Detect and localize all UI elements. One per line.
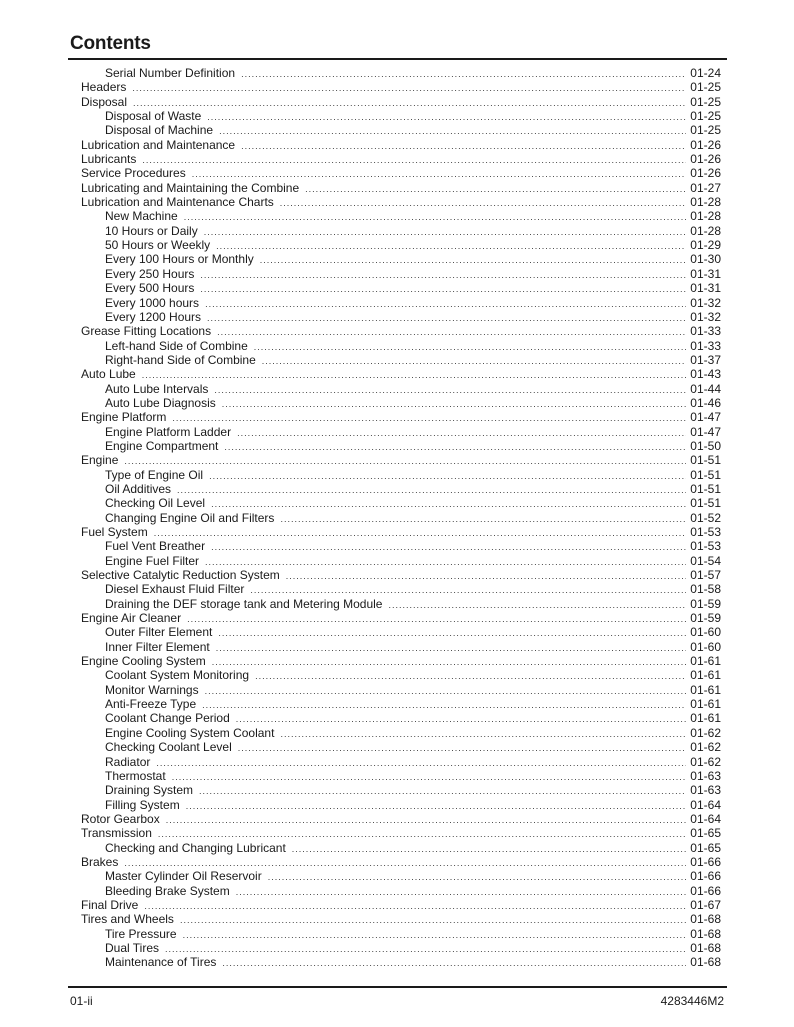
toc-entry[interactable]	[81, 439, 721, 453]
toc-entry-label: Coolant System Monitoring	[105, 668, 250, 683]
toc-entry-label: Headers	[81, 80, 127, 95]
toc-entry-label: Auto Lube Diagnosis	[105, 395, 216, 410]
toc-entry-page: 01-51	[690, 481, 721, 496]
toc-entry-label: Disposal of Machine	[105, 123, 214, 138]
toc-entry-label: 50 Hours or Weekly	[105, 238, 211, 253]
toc-entry[interactable]	[81, 525, 721, 539]
toc-entry[interactable]	[81, 238, 721, 252]
toc-entry[interactable]	[81, 152, 721, 166]
toc-entry-page: 01-54	[690, 553, 721, 568]
toc-entry-page: 01-37	[690, 352, 721, 367]
toc-dot-leader	[214, 383, 686, 397]
toc-entry-label: Bleeding Brake System	[105, 883, 230, 898]
toc-entry-label: Engine Cooling System Coolant	[105, 725, 275, 740]
toc-entry-page: 01-53	[690, 539, 721, 554]
toc-entry-page: 01-66	[690, 854, 721, 869]
toc-entry-label: Lubricants	[81, 152, 137, 167]
toc-entry-page: 01-62	[690, 754, 721, 769]
toc-entry-label: Dual Tires	[105, 940, 160, 955]
toc-entry-page: 01-24	[690, 66, 721, 80]
toc-entry-label: Coolant Change Period	[105, 711, 230, 726]
toc-entry-page: 01-25	[690, 80, 721, 95]
toc-entry-page: 01-66	[690, 869, 721, 884]
toc-entry[interactable]	[81, 611, 721, 625]
toc-entry[interactable]	[81, 482, 721, 496]
toc-entry[interactable]	[81, 683, 721, 697]
toc-dot-leader	[236, 885, 687, 899]
toc-entry[interactable]	[81, 209, 721, 223]
toc-dot-leader	[250, 583, 686, 597]
toc-dot-leader	[180, 913, 686, 927]
toc-dot-leader	[202, 698, 686, 712]
toc-dot-leader	[205, 297, 686, 311]
toc-entry-page: 01-58	[690, 582, 721, 597]
toc-entry-label: Tire Pressure	[105, 926, 177, 941]
toc-entry-label: Rotor Gearbox	[81, 811, 160, 826]
toc-dot-leader	[254, 340, 687, 354]
toc-entry[interactable]	[81, 755, 721, 769]
toc-dot-leader	[183, 928, 687, 942]
toc-entry-page: 01-51	[690, 496, 721, 511]
toc-entry[interactable]	[81, 597, 721, 611]
toc-dot-leader	[205, 555, 686, 569]
toc-entry[interactable]	[81, 769, 721, 783]
toc-dot-leader	[132, 81, 686, 95]
toc-entry-label: Engine	[81, 453, 119, 468]
toc-entry-label: Diesel Exhaust Fluid Filter	[105, 582, 245, 597]
toc-dot-leader	[305, 182, 686, 196]
toc-entry-label: Engine Platform	[81, 410, 167, 425]
toc-entry-label: Grease Fitting Locations	[81, 324, 212, 339]
toc-dot-leader	[156, 756, 686, 770]
toc-dot-leader	[142, 153, 686, 167]
toc-entry-label: Master Cylinder Oil Reservoir	[105, 869, 262, 884]
toc-entry-page: 01-64	[690, 811, 721, 826]
toc-entry[interactable]	[81, 798, 721, 812]
toc-entry[interactable]	[81, 396, 721, 410]
toc-entry-label: Left-hand Side of Combine	[105, 338, 248, 353]
page-title: Contents	[70, 33, 151, 54]
toc-entry-page: 01-25	[690, 123, 721, 138]
toc-entry-label: Draining System	[105, 783, 194, 798]
toc-entry[interactable]	[81, 869, 721, 883]
toc-entry-page: 01-46	[690, 395, 721, 410]
toc-entry[interactable]	[81, 80, 721, 94]
toc-dot-leader	[260, 253, 687, 267]
toc-dot-leader	[165, 942, 686, 956]
toc-entry[interactable]	[81, 740, 721, 754]
toc-dot-leader	[192, 167, 687, 181]
toc-entry-page: 01-31	[690, 266, 721, 281]
toc-entry-page: 01-28	[690, 223, 721, 238]
toc-entry-label: Every 100 Hours or Monthly	[105, 252, 254, 267]
toc-entry-page: 01-30	[690, 252, 721, 267]
toc-dot-leader	[255, 669, 686, 683]
toc-entry-page: 01-63	[690, 783, 721, 798]
toc-entry-page: 01-26	[690, 152, 721, 167]
toc-entry[interactable]	[81, 410, 721, 424]
toc-entry-label: Anti-Freeze Type	[105, 697, 197, 712]
toc-entry-page: 01-59	[690, 611, 721, 626]
toc-dot-leader	[205, 684, 687, 698]
toc-entry-label: Brakes	[81, 854, 119, 869]
toc-dot-leader	[280, 196, 687, 210]
toc-entry[interactable]	[81, 267, 721, 281]
toc-entry-page: 01-68	[690, 926, 721, 941]
toc-dot-leader	[216, 239, 686, 253]
toc-entry[interactable]	[81, 640, 721, 654]
table-of-contents	[81, 66, 721, 970]
toc-entry[interactable]	[81, 554, 721, 568]
toc-entry-page: 01-61	[690, 668, 721, 683]
toc-entry-label: Fuel Vent Breather	[105, 539, 206, 554]
toc-dot-leader	[200, 268, 686, 282]
toc-entry[interactable]	[81, 138, 721, 152]
toc-entry[interactable]	[81, 468, 721, 482]
toc-dot-leader	[204, 225, 687, 239]
toc-entry-page: 01-32	[690, 295, 721, 310]
toc-entry-label: Engine Compartment	[105, 438, 219, 453]
toc-entry-label: New Machine	[105, 209, 178, 224]
footer-page-number: 01-ii	[70, 994, 93, 1008]
toc-entry-page: 01-25	[690, 109, 721, 124]
toc-entry-label: Filling System	[105, 797, 180, 812]
toc-dot-leader	[166, 813, 687, 827]
toc-dot-leader	[158, 827, 686, 841]
toc-entry-page: 01-68	[690, 940, 721, 955]
toc-entry-label: Fuel System	[81, 525, 148, 539]
footer-rule	[68, 986, 727, 988]
toc-entry-page: 01-26	[690, 166, 721, 181]
toc-entry[interactable]	[81, 711, 721, 725]
toc-dot-leader	[236, 712, 687, 726]
toc-entry[interactable]	[81, 252, 721, 266]
toc-entry[interactable]	[81, 324, 721, 338]
toc-entry[interactable]	[81, 425, 721, 439]
toc-entry[interactable]	[81, 841, 721, 855]
toc-entry-page: 01-28	[690, 209, 721, 224]
toc-dot-leader	[211, 497, 686, 511]
toc-entry-label: Thermostat	[105, 768, 166, 783]
toc-entry[interactable]	[81, 912, 721, 926]
toc-entry[interactable]	[81, 812, 721, 826]
toc-entry[interactable]	[81, 855, 721, 869]
toc-dot-leader	[212, 655, 687, 669]
toc-dot-leader	[144, 899, 686, 913]
toc-dot-leader	[241, 139, 686, 153]
toc-dot-leader	[222, 397, 687, 411]
toc-dot-leader	[219, 124, 686, 138]
toc-entry-label: Type of Engine Oil	[105, 467, 204, 482]
toc-dot-leader	[199, 784, 686, 798]
toc-entry[interactable]	[81, 181, 721, 195]
toc-entry-page: 01-51	[690, 467, 721, 482]
toc-dot-leader	[218, 626, 686, 640]
toc-entry-page: 01-47	[690, 424, 721, 439]
toc-entry-label: Right-hand Side of Combine	[105, 352, 256, 367]
toc-entry-label: Final Drive	[81, 897, 139, 912]
toc-dot-leader	[217, 325, 686, 339]
toc-entry[interactable]	[81, 123, 721, 137]
toc-entry-label: Engine Cooling System	[81, 654, 206, 669]
toc-entry-page: 01-68	[690, 912, 721, 927]
toc-entry[interactable]	[81, 367, 721, 381]
toc-entry-label: 10 Hours or Daily	[105, 223, 198, 238]
toc-entry-page: 01-29	[690, 238, 721, 253]
toc-entry-label: Disposal of Waste	[105, 109, 202, 124]
toc-entry-label: Changing Engine Oil and Filters	[105, 510, 275, 525]
toc-entry-page: 01-67	[690, 897, 721, 912]
toc-dot-leader	[172, 411, 686, 425]
toc-entry-label: Every 1200 Hours	[105, 309, 202, 324]
toc-entry-page: 01-52	[690, 510, 721, 525]
toc-entry-label: Transmission	[81, 826, 152, 841]
toc-dot-leader	[187, 612, 686, 626]
toc-entry[interactable]	[81, 496, 721, 510]
toc-entry-label: Engine Air Cleaner	[81, 611, 182, 626]
toc-entry-page: 01-47	[690, 410, 721, 425]
toc-entry-label: Checking and Changing Lubricant	[105, 840, 286, 855]
toc-entry-page: 01-61	[690, 654, 721, 669]
toc-entry-page: 01-61	[690, 711, 721, 726]
toc-entry-label: Radiator	[105, 754, 151, 769]
toc-entry-page: 01-66	[690, 883, 721, 898]
toc-entry-label: Maintenance of Tires	[105, 955, 217, 970]
toc-dot-leader	[286, 569, 687, 583]
toc-entry-page: 01-33	[690, 338, 721, 353]
toc-entry-page: 01-28	[690, 195, 721, 210]
toc-entry[interactable]	[81, 726, 721, 740]
toc-entry[interactable]	[81, 195, 721, 209]
toc-entry[interactable]	[81, 941, 721, 955]
toc-entry-label: Monitor Warnings	[105, 682, 199, 697]
toc-entry-label: Auto Lube Intervals	[105, 381, 209, 396]
toc-entry[interactable]	[81, 826, 721, 840]
toc-entry-page: 01-60	[690, 639, 721, 654]
toc-entry[interactable]	[81, 539, 721, 553]
toc-entry-label: Checking Coolant Level	[105, 740, 232, 755]
toc-dot-leader	[280, 727, 686, 741]
toc-entry[interactable]	[81, 927, 721, 941]
toc-entry[interactable]	[81, 568, 721, 582]
toc-dot-leader	[177, 483, 686, 497]
toc-entry-page: 01-51	[690, 453, 721, 468]
toc-entry-page: 01-63	[690, 768, 721, 783]
toc-entry-page: 01-27	[690, 180, 721, 195]
toc-entry[interactable]	[81, 95, 721, 109]
header-rule	[68, 58, 727, 60]
toc-entry-label: Selective Catalytic Reduction System	[81, 568, 280, 583]
toc-entry[interactable]	[81, 453, 721, 467]
toc-entry-label: Tires and Wheels	[81, 912, 174, 927]
toc-entry-label: Service Procedures	[81, 166, 186, 181]
toc-entry[interactable]	[81, 281, 721, 295]
toc-dot-leader	[216, 641, 687, 655]
toc-dot-leader	[207, 110, 686, 124]
toc-dot-leader	[184, 210, 687, 224]
toc-entry-page: 01-65	[690, 840, 721, 855]
toc-entry-page: 01-50	[690, 438, 721, 453]
toc-entry-page: 01-60	[690, 625, 721, 640]
toc-entry-page: 01-25	[690, 94, 721, 109]
toc-entry[interactable]	[81, 654, 721, 668]
toc-dot-leader	[154, 526, 687, 540]
toc-dot-leader	[124, 454, 686, 468]
toc-entry-page: 01-61	[690, 697, 721, 712]
toc-entry-page: 01-61	[690, 682, 721, 697]
toc-dot-leader	[124, 856, 686, 870]
toc-entry[interactable]	[81, 898, 721, 912]
toc-entry[interactable]	[81, 582, 721, 596]
toc-dot-leader	[268, 870, 687, 884]
toc-entry[interactable]	[81, 109, 721, 123]
toc-entry-page: 01-68	[690, 955, 721, 970]
toc-entry[interactable]	[81, 66, 721, 80]
toc-entry-label: Serial Number Definition	[105, 66, 236, 80]
toc-dot-leader	[222, 956, 686, 970]
toc-entry-label: Outer Filter Element	[105, 625, 213, 640]
toc-dot-leader	[241, 67, 686, 81]
toc-dot-leader	[207, 311, 686, 325]
toc-entry[interactable]	[81, 353, 721, 367]
toc-dot-leader	[200, 282, 686, 296]
toc-entry[interactable]	[81, 884, 721, 898]
toc-entry-page: 01-62	[690, 725, 721, 740]
toc-entry-page: 01-62	[690, 740, 721, 755]
toc-dot-leader	[186, 799, 687, 813]
toc-entry[interactable]	[81, 296, 721, 310]
toc-entry-page: 01-43	[690, 367, 721, 382]
toc-entry-label: Every 250 Hours	[105, 266, 195, 281]
toc-entry-page: 01-32	[690, 309, 721, 324]
toc-entry-label: Lubrication and Maintenance Charts	[81, 195, 274, 210]
toc-entry-label: Lubricating and Maintaining the Combine	[81, 180, 300, 195]
toc-entry[interactable]	[81, 625, 721, 639]
toc-dot-leader	[292, 842, 687, 856]
toc-entry-label: Disposal	[81, 94, 128, 109]
toc-dot-leader	[172, 770, 687, 784]
toc-entry-label: Engine Fuel Filter	[105, 553, 200, 568]
toc-dot-leader	[237, 426, 686, 440]
toc-entry[interactable]	[81, 511, 721, 525]
toc-dot-leader	[280, 512, 686, 526]
toc-entry[interactable]	[81, 310, 721, 324]
toc-entry-label: Inner Filter Element	[105, 639, 210, 654]
toc-dot-leader	[388, 598, 686, 612]
toc-entry[interactable]	[81, 783, 721, 797]
toc-entry[interactable]	[81, 697, 721, 711]
toc-entry-label: Every 500 Hours	[105, 281, 195, 296]
toc-entry-page: 01-64	[690, 797, 721, 812]
toc-entry[interactable]	[81, 955, 721, 969]
toc-dot-leader	[133, 96, 686, 110]
toc-entry-label: Auto Lube	[81, 367, 136, 382]
toc-dot-leader	[211, 540, 686, 554]
toc-entry[interactable]	[81, 382, 721, 396]
toc-entry[interactable]	[81, 224, 721, 238]
toc-entry-page: 01-26	[690, 137, 721, 152]
toc-entry-label: Oil Additives	[105, 481, 172, 496]
toc-entry-page: 01-65	[690, 826, 721, 841]
toc-entry-page: 01-59	[690, 596, 721, 611]
toc-entry-page: 01-57	[690, 568, 721, 583]
toc-entry-label: Lubrication and Maintenance	[81, 137, 236, 152]
toc-entry-page: 01-31	[690, 281, 721, 296]
toc-dot-leader	[262, 354, 687, 368]
footer-document-number: 4283446M2	[660, 994, 724, 1008]
toc-dot-leader	[209, 469, 686, 483]
toc-entry-page: 01-33	[690, 324, 721, 339]
toc-dot-leader	[142, 368, 687, 382]
toc-entry-label: Checking Oil Level	[105, 496, 206, 511]
toc-entry-page: 01-44	[690, 381, 721, 396]
toc-entry[interactable]	[81, 166, 721, 180]
toc-dot-leader	[224, 440, 686, 454]
toc-dot-leader	[238, 741, 687, 755]
toc-entry-label: Draining the DEF storage tank and Metering Module	[105, 596, 383, 611]
toc-entry-label: Every 1000 hours	[105, 295, 200, 310]
toc-entry[interactable]	[81, 339, 721, 353]
toc-entry[interactable]	[81, 668, 721, 682]
toc-entry-label: Engine Platform Ladder	[105, 424, 232, 439]
toc-entry-page: 01-53	[690, 525, 721, 539]
